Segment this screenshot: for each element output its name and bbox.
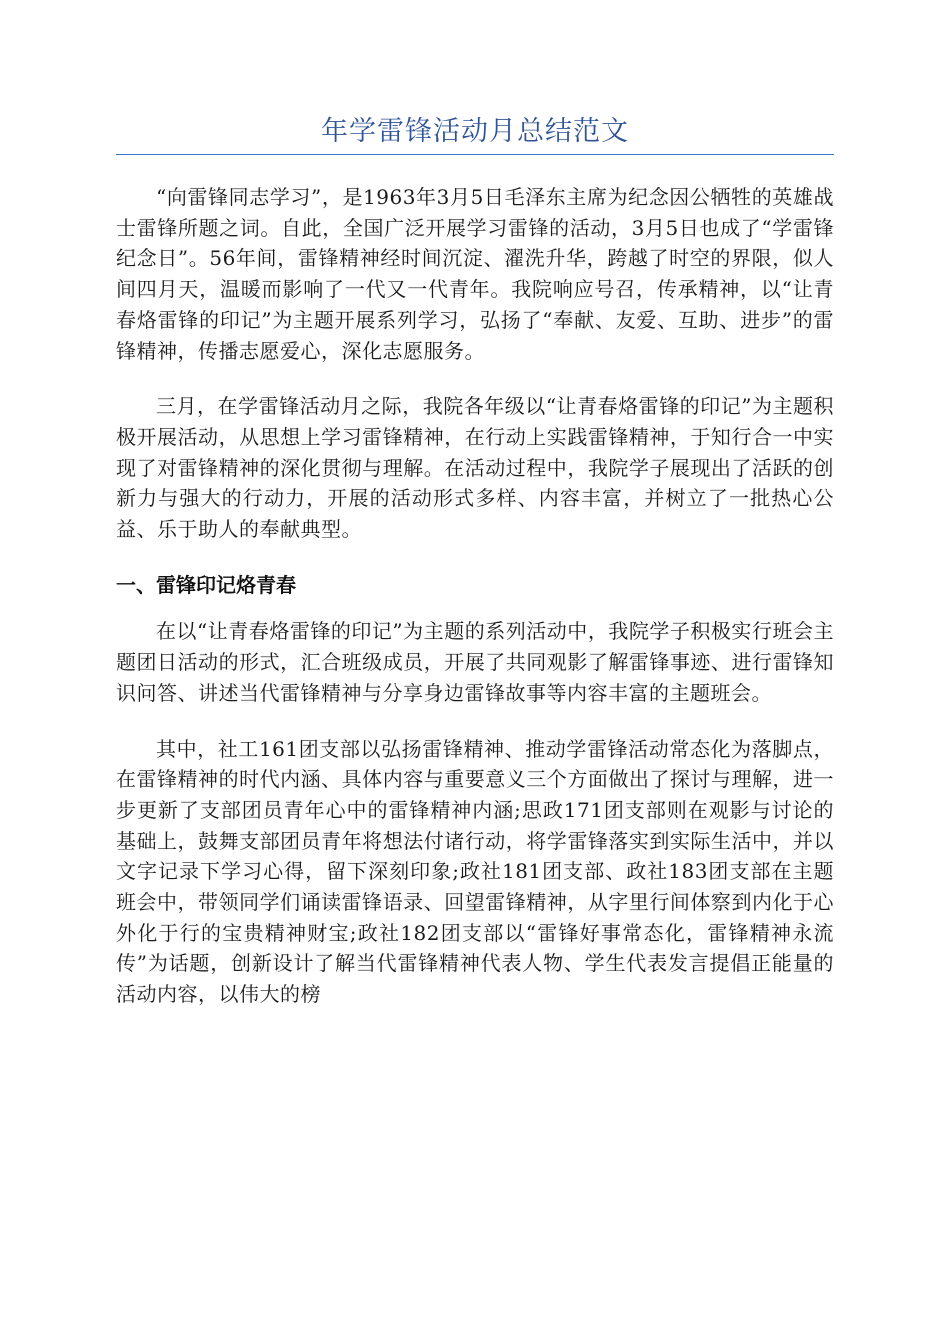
title-block [116, 110, 834, 155]
section-heading: 一、雷锋印记烙青春 [116, 572, 296, 597]
title-underline [116, 154, 834, 155]
document-body [116, 182, 834, 1035]
intro-paragraph-1: “向雷锋同志学习”，是1963年3月5日毛泽东主席为纪念因公牺牲的英雄战士雷锋所题之词。自此，全国广泛开展学习雷锋的活动，3月5日也成了“学雷锋纪念日”。56年间，雷锋精神经时间沉淀、濯洗升华，跨越了时空的界限，似人间四月天，温暖而影响了一代又一代青年。我院响应号召，传承精神，以“让青春烙雷锋的印记”为主题开展系列学习，弘扬了“奉献、友爱、互助、进步”的雷锋精神，传播志愿爱心，深化志愿服务。 [116, 185, 834, 363]
section-paragraph-1: 在以“让青春烙雷锋的印记”为主题的系列活动中，我院学子积极实行班会主题团日活动的形式，汇合班级成员，开展了共同观影了解雷锋事迹、进行雷锋知识问答、讲述当代雷锋精神与分享身边雷锋故事等内容丰富的主题班会。 [116, 619, 834, 705]
intro-paragraph-2: 三月，在学雷锋活动月之际，我院各年级以“让青春烙雷锋的印记”为主题积极开展活动，从思想上学习雷锋精神，在行动上实践雷锋精神，于知行合一中实现了对雷锋精神的深化贯彻与理解。在活动过程中，我院学子展现出了活跃的创新力与强大的行动力，开展的活动形式多样、内容丰富，并树立了一批热心公益、乐于助人的奉献典型。 [116, 394, 834, 542]
document-title: 年学雷锋活动月总结范文 [321, 116, 629, 147]
section-paragraph-2: 其中，社工161团支部以弘扬雷锋精神、推动学雷锋活动常态化为落脚点，在雷锋精神的时代内涵、具体内容与重要意义三个方面做出了探讨与理解，进一步更新了支部团员青年心中的雷锋精神内涵;思政171团支部则在观影与讨论的基础上，鼓舞支部团员青年将想法付诸行动，将学雷锋落实到实际生活中，并以文字记录下学习心得，留下深刻印象;政社181团支部、政社183团支部在主题班会中，带领同学们诵读雷锋语录、回望雷锋精神，从字里行间体察到内化于心外化于行的宝贵精神财宝;政社182团支部以“雷锋好事常态化，雷锋精神永流传”为话题，创新设计了解当代雷锋精神代表人物、学生代表发言提倡正能量的活动内容，以伟大的榜 [116, 736, 834, 1007]
